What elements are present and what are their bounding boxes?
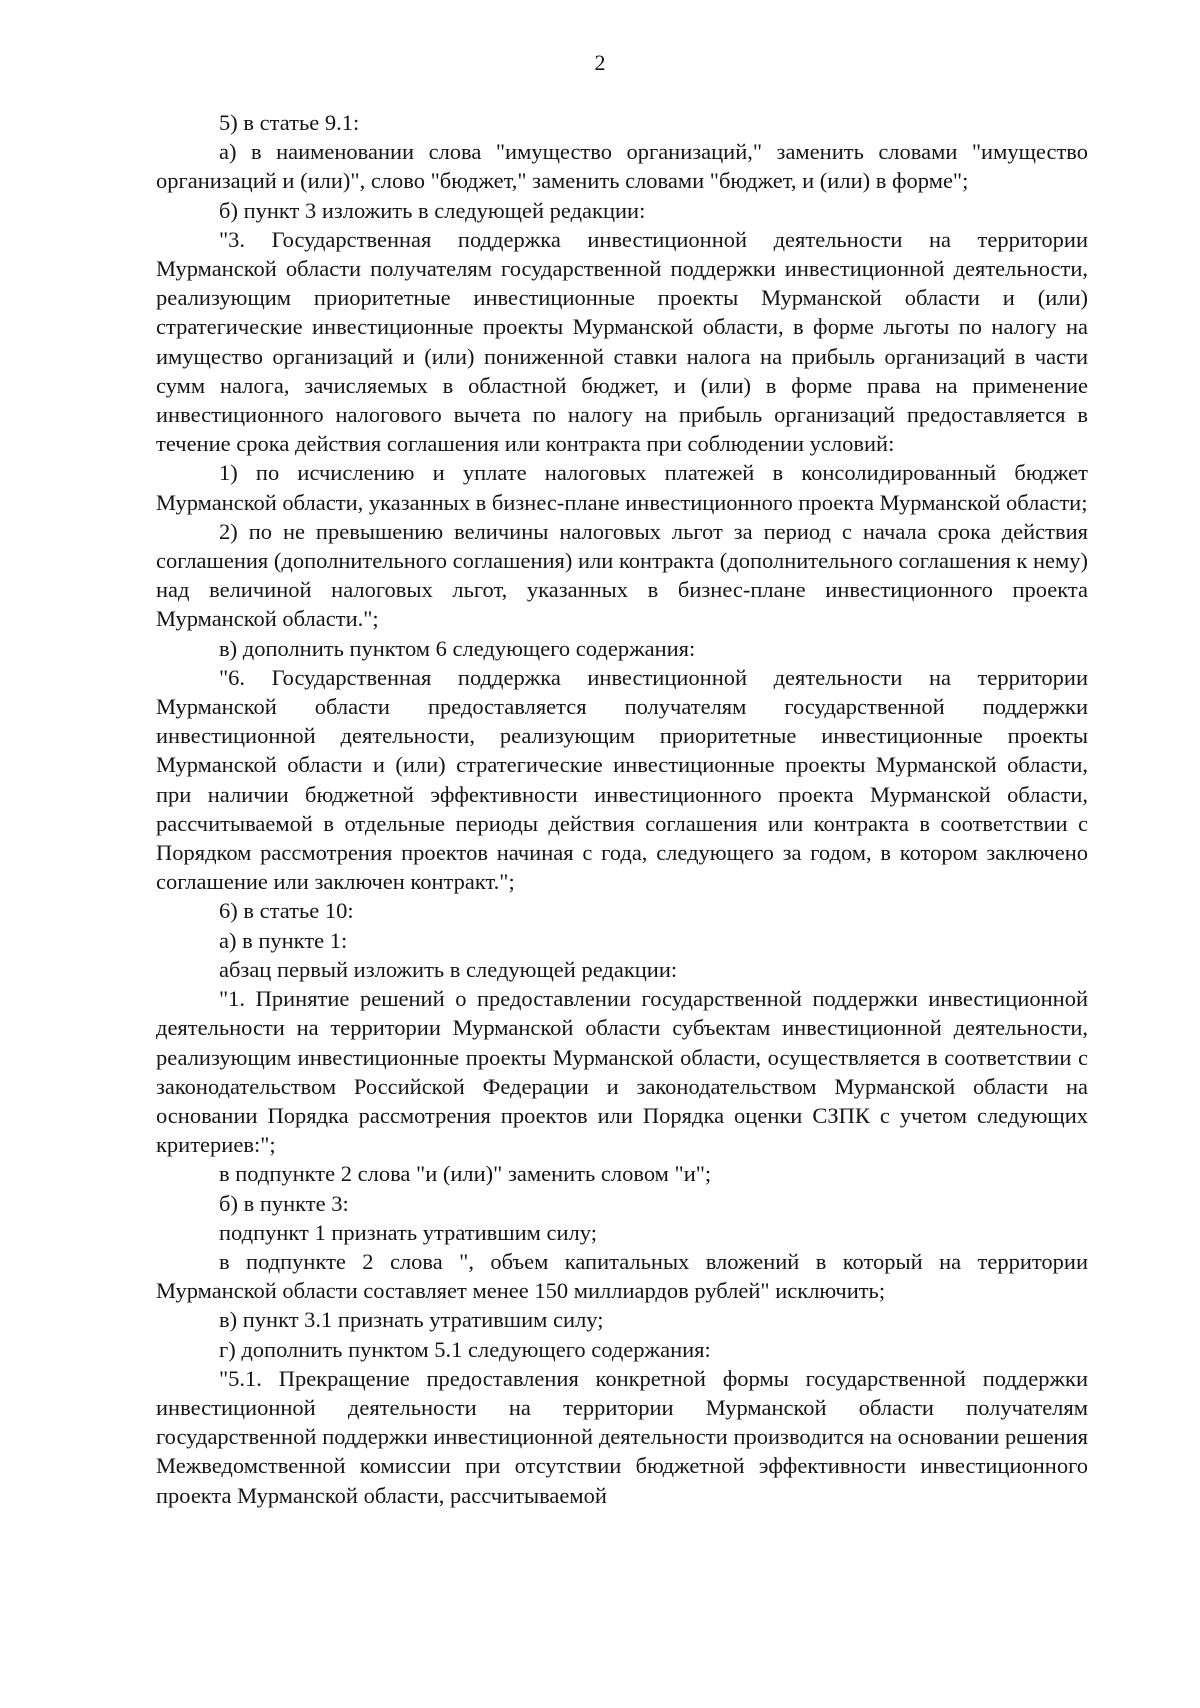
paragraph-condition-2: 2) по не превышению величины налоговых льгот за период с начала срока действия соглашения (дополнительного соглашения) или контракта (дополнительного соглашения к нему) над величиной налоговых льгот, указанных в бизнес-плане инвестиционного проекта Мурманской области."; bbox=[156, 518, 1088, 632]
paragraph-item-5-header: 5) в статье 9.1: bbox=[219, 110, 360, 135]
paragraph-point3-text: "3. Государственная поддержка инвестиционной деятельности на территории Мурманской области получателям государственной поддержки инвестиционной деятельности, реализующим приоритетные инвестиционные проекты Мурманской области и (или) стратегические инвестиционные проекты Мурманской области, в форме льготы по налогу на имущество организаций и (или) пониженной ставки налога на прибыль организаций в части сумм налога, зачисляемых в областной бюджет, и (или) в форме права на применение инвестиционного налогового вычета по налогу на прибыль организаций предоставляется в течение срока действия соглашения или контракта при соблюдении условий: bbox=[156, 226, 1088, 457]
paragraph-point6-text: "6. Государственная поддержка инвестиционной деятельности на территории Мурманской области предоставляется получателям государственной поддержки инвестиционной деятельности, реализующим приоритетные инвестиционные проекты Мурманской области и (или) стратегические инвестиционные проекты Мурманской области, при наличии бюджетной эффективности инвестиционного проекта Мурманской области, рассчитываемой в отдельные периоды действия соглашения или контракта в соответствии с Порядком рассмотрения проектов начиная с года, следующего за годом, в котором заключено соглашение или заключен контракт."; bbox=[156, 664, 1088, 895]
paragraph-subitem-a-point1: а) в пункте 1: bbox=[219, 927, 348, 953]
paragraph-subpoint2-exclude: в подпункте 2 слова ", объем капитальных вложений в который на территории Мурманской области составляет менее 150 миллиардов рублей" исключить; bbox=[156, 1248, 1088, 1304]
paragraph-subitem-b-point3: б) пункт 3 изложить в следующей редакции: bbox=[219, 197, 646, 223]
paragraph-subpoint2-replace: в подпункте 2 слова "и (или)" заменить словом "и"; bbox=[219, 1161, 712, 1187]
paragraph-point5-1-text: "5.1. Прекращение предоставления конкретной формы государственной поддержки инвестиционной деятельности на территории Мурманской области получателям государственной поддержки инвестиционной деятельности производится на основании решения Межведомственной комиссии при отсутствии бюджетной эффективности инвестиционного проекта Мурманской области, рассчитываемой bbox=[156, 1365, 1088, 1508]
paragraph-first-abzac: абзац первый изложить в следующей редакции: bbox=[219, 956, 678, 982]
paragraph-subpoint1-void: подпункт 1 признать утратившим силу; bbox=[219, 1219, 597, 1245]
paragraph-subitem-a-naming: а) в наименовании слова "имущество организаций," заменить словами "имущество организаций и (или)", слово "бюджет," заменить словами "бюджет, и (или) в форме"; bbox=[156, 139, 1088, 194]
paragraph-item-6-header: 6) в статье 10: bbox=[219, 898, 354, 924]
paragraph-subitem-b-point3-art10: б) в пункте 3: bbox=[219, 1190, 349, 1216]
paragraph-subitem-v-point6: в) дополнить пунктом 6 следующего содержания: bbox=[219, 635, 696, 661]
paragraph-point1-text: "1. Принятие решений о предоставлении государственной поддержки инвестиционной деятельности на территории Мурманской области субъектам инвестиционной деятельности, реализующим инвестиционные проекты Мурманской области, осуществляется в соответствии с законодательством Российской Федерации и законодательством Мурманской области на основании Порядка рассмотрения проектов или Порядка оценки СЗПК с учетом следующих критериев:"; bbox=[156, 986, 1088, 1158]
paragraph-point3-1-void: в) пункт 3.1 признать утратившим силу; bbox=[219, 1307, 604, 1333]
page-number: 2 bbox=[594, 50, 606, 75]
document-body bbox=[156, 108, 1088, 1510]
paragraph-condition-1: 1) по исчислению и уплате налоговых платежей в консолидированный бюджет Мурманской области, указанных в бизнес-плане инвестиционного проекта Мурманской области; bbox=[156, 460, 1088, 515]
paragraph-subitem-g-point5-1: г) дополнить пунктом 5.1 следующего содержания: bbox=[219, 1336, 711, 1362]
